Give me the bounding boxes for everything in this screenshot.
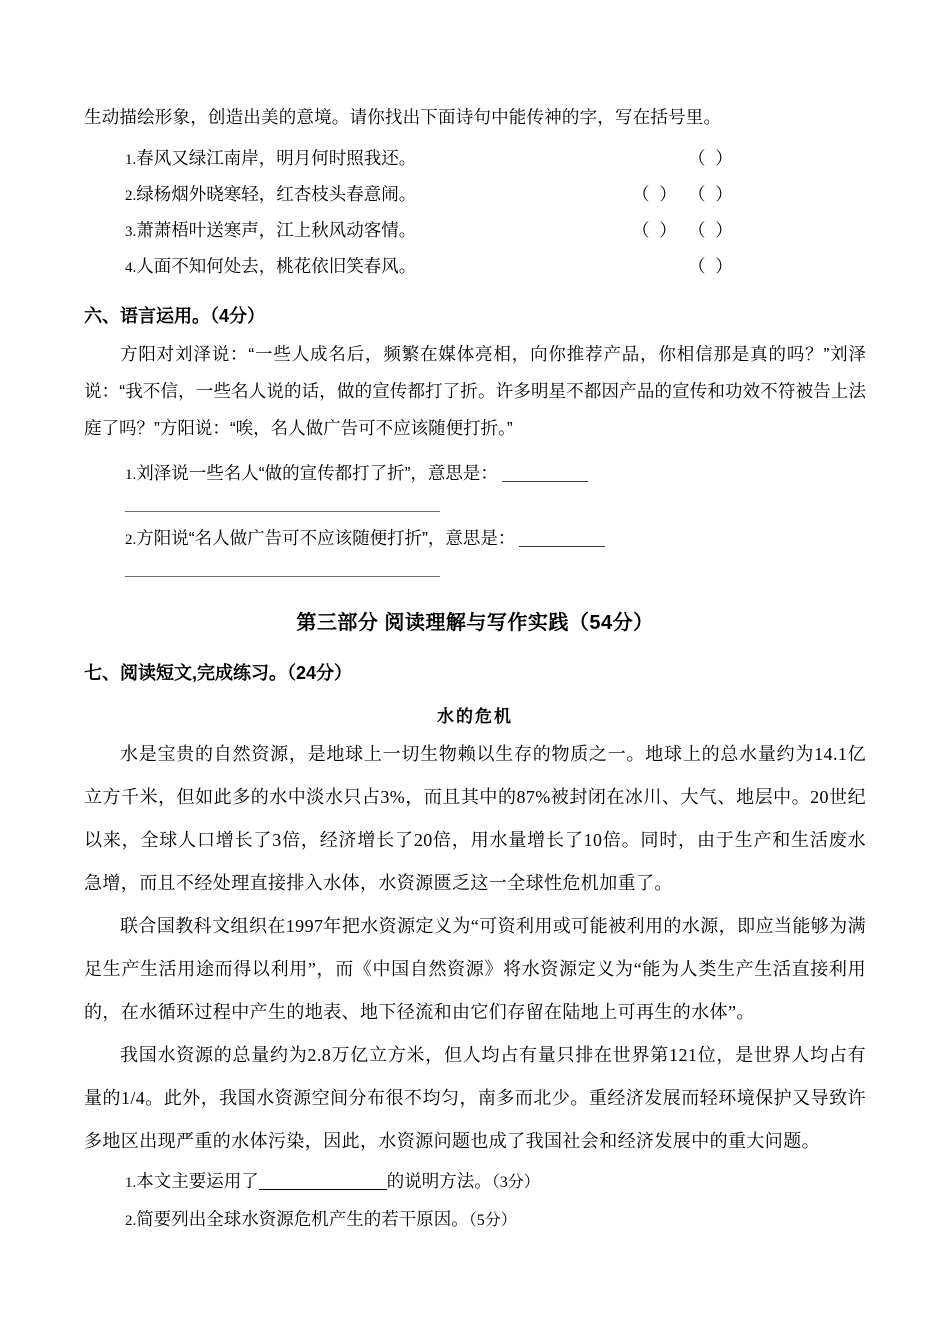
answer-parenthesis[interactable]: （ ）: [632, 184, 677, 204]
answer-parenthesis[interactable]: （ ）: [688, 256, 733, 276]
poem-number: 2.: [125, 188, 137, 204]
question-points: （3分）: [491, 1174, 540, 1191]
answer-parenthesis[interactable]: （ ）: [632, 220, 677, 240]
poem-row: [84, 140, 866, 176]
answer-parenthesis[interactable]: （ ）: [688, 148, 733, 168]
poem-number: 3.: [125, 224, 137, 240]
answer-blank[interactable]: [519, 546, 605, 547]
poem-text: 人面不知何处去，桃花依旧笑春风。: [136, 256, 417, 276]
poem-text: 萧萧梧叶送寒声，江上秋风动客情。: [136, 220, 417, 240]
passage-paragraph: 我国水资源的总量约为2.8万亿立方米，但人均占有量只排在世界第121位，是世界人均占有量的1/4。此外，我国水资源空间分布很不均匀，南多而北少。重经济发展而轻环境保护又导致许多地区出现严重的水体污染，因此，水资源问题也成了我国社会和经济发展中的重大问题。: [84, 1045, 866, 1151]
part-three-heading: 第三部分 阅读理解与写作实践（54分）: [296, 612, 654, 634]
question-text: 方阳说“名人做广告可不应该随便打折”，意思是：: [136, 528, 516, 548]
question-number: 1.: [125, 1175, 137, 1191]
poem-list: [84, 140, 866, 284]
passage-paragraph: 水是宝贵的自然资源，是地球上一切生物赖以生存的物质之一。地球上的总水量约为14.1亿立方千米，但如此多的水中淡水只占3%，而且其中的87%被封闭在冰川、大气、地层中。20世纪以来，全球人口增长了3倍，经济增长了20倍，用水量增长了10倍。同时，由于生产和生活废水急增，而且不经处理直接排入水体，水资源匮乏这一全球性危机加重了。: [84, 744, 866, 893]
section-six-heading: 六、语言运用。（4分）: [84, 306, 266, 326]
poem-text: 春风又绿江南岸，明月何时照我还。: [136, 148, 417, 168]
section-six-question-2: [84, 520, 866, 558]
passage-title: 水的危机: [437, 707, 513, 726]
section-six-question-1: [84, 455, 866, 493]
answer-parenthesis[interactable]: （ ）: [688, 184, 733, 204]
poem-row: [84, 248, 866, 284]
intro-instruction: 生动描绘形象，创造出美的意境。请你找出下面诗句中能传神的字，写在括号里。: [84, 107, 722, 127]
poem-number: 4.: [125, 260, 137, 276]
answer-line[interactable]: [125, 511, 440, 512]
answer-blank[interactable]: [259, 1189, 387, 1190]
section-six-dialogue: 方阳对刘泽说：“一些人成名后，频繁在媒体亮相，向你推荐产品，你相信那是真的吗？”刘泽说：“我不信，一些名人说的话，做的宣传都打了折。许多明星不都因产品的宣传和功效不符被告上法庭了吗？”方阳说：“唉，名人做广告可不应该随便打折。”: [84, 344, 866, 438]
question-points: （5分）: [468, 1212, 517, 1229]
answer-line[interactable]: [125, 576, 440, 577]
passage-question-2: [84, 1201, 866, 1239]
question-text-before: 本文主要运用了: [136, 1171, 259, 1191]
question-number: 2.: [125, 1213, 137, 1229]
section-seven-heading: 七、阅读短文,完成练习。（24分）: [84, 663, 353, 683]
poem-number: 1.: [125, 152, 137, 168]
answer-parenthesis[interactable]: （ ）: [688, 220, 733, 240]
question-number: 2.: [125, 532, 137, 548]
poem-text: 绿杨烟外晓寒轻，红杏枝头春意闹。: [136, 184, 417, 204]
question-text-before: 简要列出全球水资源危机产生的若干原因。: [136, 1209, 469, 1229]
question-number: 1.: [125, 467, 137, 483]
passage-question-1: [84, 1163, 866, 1201]
question-text-after: 的说明方法。: [386, 1171, 492, 1191]
poem-row: [84, 212, 866, 248]
page-content: [84, 100, 866, 1239]
question-text: 刘泽说一些名人“做的宣传都打了折”，意思是：: [136, 463, 498, 483]
poem-row: [84, 176, 866, 212]
passage-paragraph: 联合国教科文组织在1997年把水资源定义为“可资利用或可能被利用的水源，即应当能够为满足生产生活用途而得以利用”，而《中国自然资源》将水资源定义为“能为人类生产生活直接利用的，在水循环过程中产生的地表、地下径流和由它们存留在陆地上可再生的水体”。: [84, 916, 866, 1022]
answer-blank[interactable]: [502, 481, 588, 482]
